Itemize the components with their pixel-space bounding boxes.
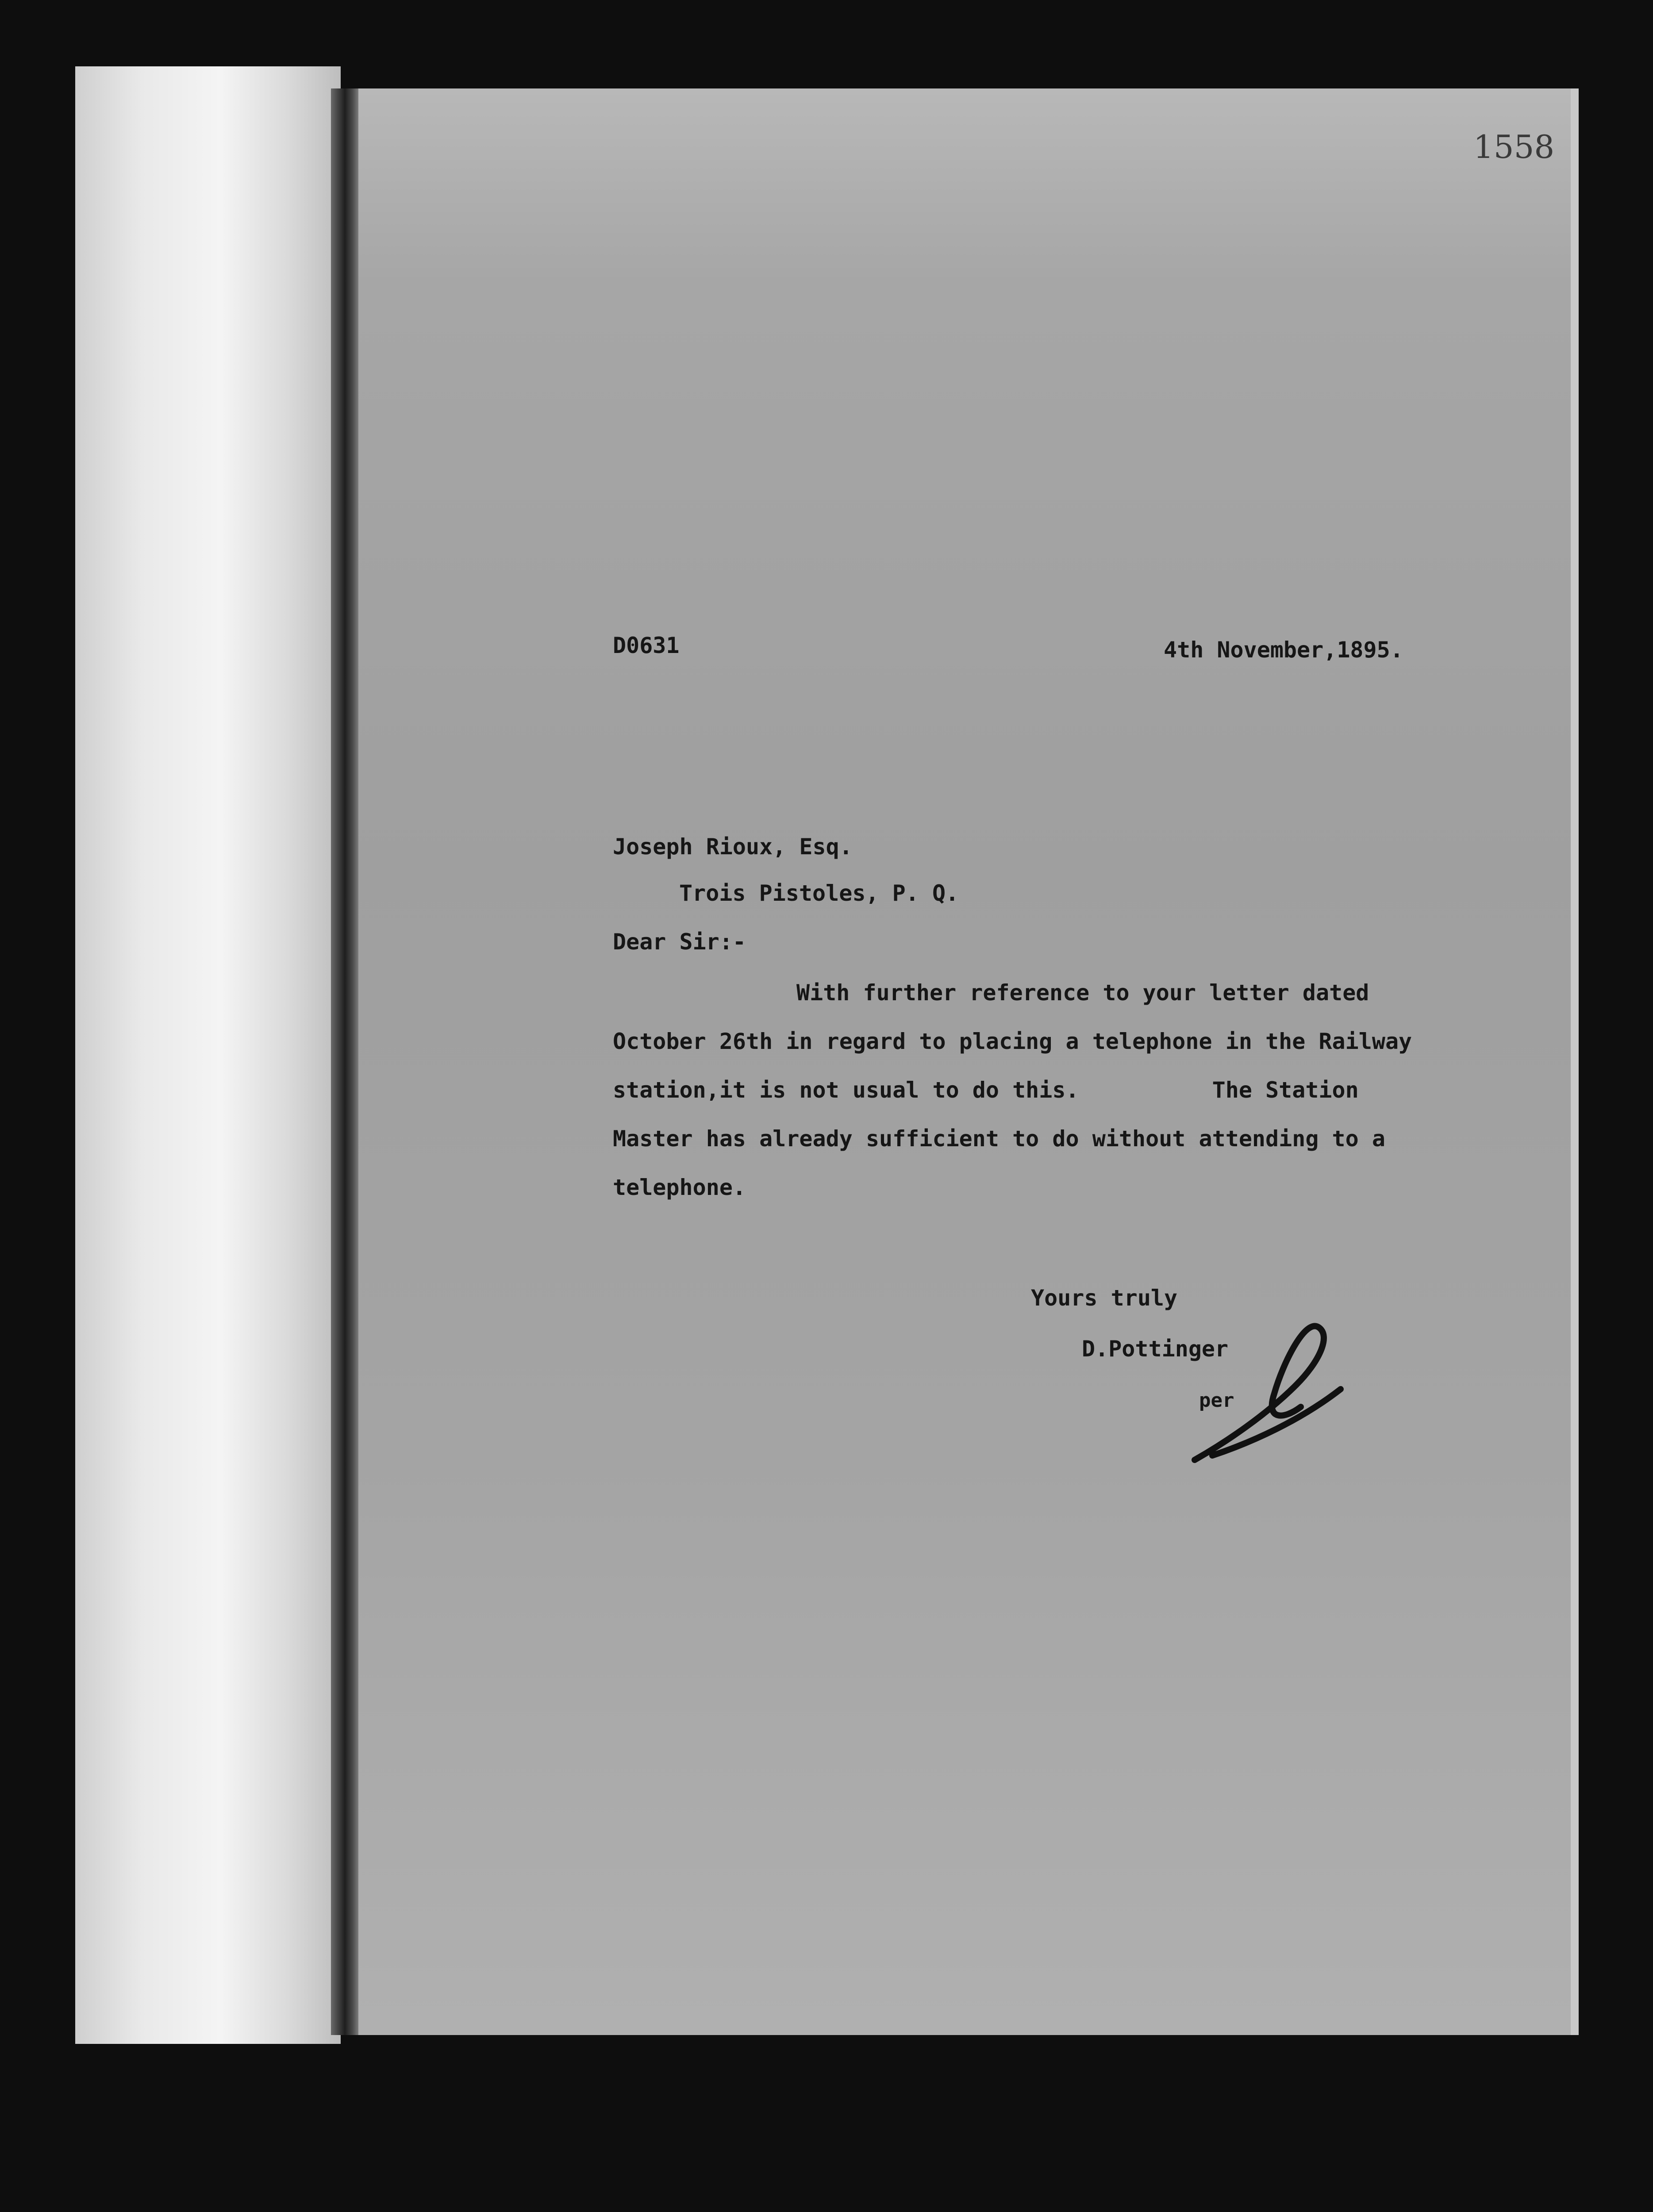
page-number: 1558 (1473, 128, 1555, 165)
letter-page (358, 88, 1579, 2035)
per-note: per (1199, 1389, 1234, 1412)
signatory-name: D.Pottinger (1082, 1336, 1229, 1362)
closing: Yours truly (1031, 1285, 1178, 1311)
body-line: telephone. (613, 1175, 746, 1200)
body-line: With further reference to your letter dated (796, 980, 1369, 1006)
folded-page-flap (75, 66, 341, 2044)
salutation: Dear Sir:- (613, 929, 746, 955)
body-line: October 26th in regard to placing a telephone in the Railway (613, 1029, 1412, 1054)
handwritten-signature-icon (1186, 1310, 1354, 1478)
body-line: station,it is not usual to do this. The Station (613, 1077, 1359, 1103)
reference-code: D0631 (613, 633, 680, 658)
page-fold-shadow (331, 88, 362, 2035)
addressee-name: Joseph Rioux, Esq. (613, 834, 853, 860)
letter-date: 4th November,1895. (1164, 637, 1403, 663)
addressee-location: Trois Pistoles, P. Q. (679, 880, 959, 906)
body-line: Master has already sufficient to do without attending to a (613, 1126, 1385, 1152)
